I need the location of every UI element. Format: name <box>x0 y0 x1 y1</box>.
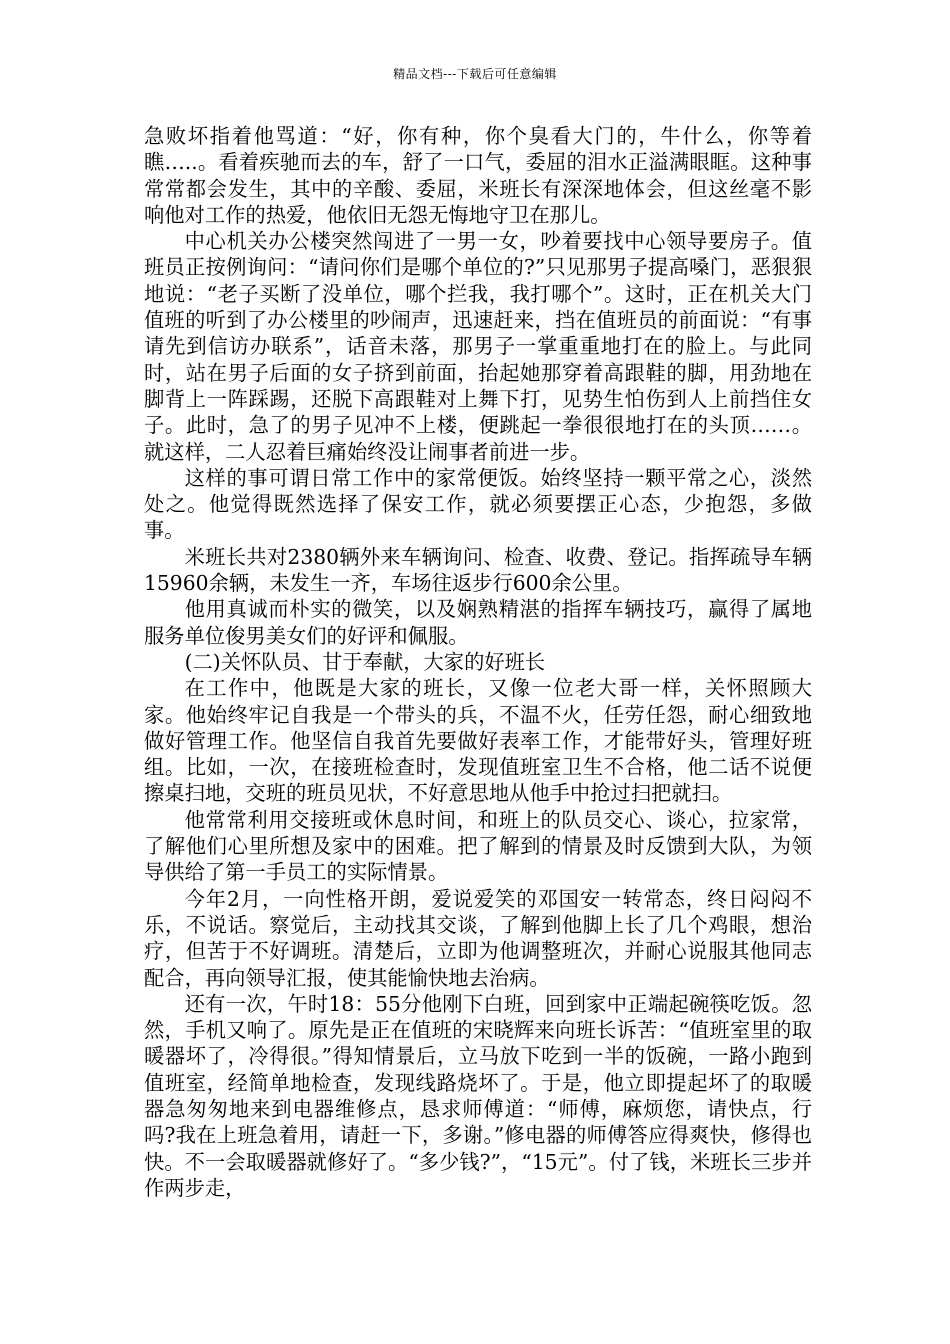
paragraph-3: 这样的事可谓日常工作中的家常便饭。始终坚持一颗平常之心，淡然处之。他觉得既然选择了保安工作，就必须要摆正心态，少抱怨，多做事。 <box>144 465 812 543</box>
section-heading: (二)关怀队员、甘于奉献，大家的好班长 <box>184 649 546 674</box>
document-body <box>144 123 812 1201</box>
paragraph-5: 他用真诚而朴实的微笑，以及娴熟精湛的指挥车辆技巧，赢得了属地服务单位俊男美女们的好评和佩服。 <box>144 597 812 648</box>
paragraph-4: 米班长共对2380辆外来车辆询问、检查、收费、登记。指挥疏导车辆15960余辆，未发生一齐，车场往返步行600余公里。 <box>144 544 812 596</box>
paragraph-7: 在工作中，他既是大家的班长，又像一位老大哥一样，关怀照顾大家。他始终牢记自我是一个带头的兵，不温不火，任劳任怨，耐心细致地做好管理工作。他坚信自我首先要做好表率工作，才能带好头，管理好班组。比如，一次，在接班检查时，发现值班室卫生不合格，他二话不说便擦桌扫地，交班的班员见状，不好意思地从他手中抢过扫把就扫。 <box>144 676 812 806</box>
paragraph-9: 今年2月，一向性格开朗，爱说爱笑的邓国安一转常态，终日闷闷不乐，不说话。察觉后，主动找其交谈，了解到他脚上长了几个鸡眼，想治疗，但苦于不好调班。清楚后，立即为他调整班次，并耐心说服其他同志配合，再向领导汇报，使其能愉快地去治病。 <box>144 886 812 990</box>
page-header: 精品文档---下载后可任意编辑 <box>393 67 557 81</box>
paragraph-10: 还有一次，午时18：55分他刚下白班，回到家中正端起碗筷吃饭。忽然，手机又响了。原先是正在值班的宋晓辉来向班长诉苦：“值班室里的取暖器坏了，冷得很。”得知情景后，立马放下吃到一半的饭碗，一路小跑到值班室，经简单地检查，发现线路烧坏了。于是，他立即提起坏了的取暖器急匆匆地来到电器维修点，恳求师傅道：“师傅，麻烦您，请快点，行吗?我在上班急着用，请赶一下，多谢。”修电器的师傅答应得爽快，修得也快。不一会取暖器就修好了。“多少钱?”，“15元”。付了钱，米班长三步并作两步走， <box>144 991 812 1200</box>
paragraph-8: 他常常利用交接班或休息时间，和班上的队员交心、谈心，拉家常，了解他们心里所想及家中的困难。把了解到的情景及时反馈到大队，为领导供给了第一手员工的实际情景。 <box>144 807 812 885</box>
paragraph-2: 中心机关办公楼突然闯进了一男一女，吵着要找中心领导要房子。值班员正按例询问：“请问你们是哪个单位的?”只见那男子提高嗓门，恶狠狠地说：“老子买断了没单位，哪个拦我，我打哪个”。这时，正在机关大门值班的听到了办公楼里的吵闹声，迅速赶来，挡在值班员的前面说：“有事请先到信访办联系”，话音未落，那男子一掌重重地打在的脸上。与此同时，站在男子后面的女子挤到前面，抬起她那穿着高跟鞋的脚，用劲地在脚背上一阵踩踢，还脱下高跟鞋对上舞下打，见势生怕伤到人上前挡住女子。此时，急了的男子见冲不上楼，便跳起一拳很很地打在的头顶……。就这样，二人忍着巨痛始终没让闹事者前进一步。 <box>144 229 812 464</box>
paragraph-1: 急败坏指着他骂道：“好，你有种，你个臭看大门的，牛什么，你等着瞧…..。看着疾驰而去的车，舒了一口气，委屈的泪水正溢满眼眶。这种事常常都会发生，其中的辛酸、委屈，米班长有深深地体会，但这丝毫不影响他对工作的热爱，他依旧无怨无悔地守卫在那儿。 <box>144 124 812 227</box>
